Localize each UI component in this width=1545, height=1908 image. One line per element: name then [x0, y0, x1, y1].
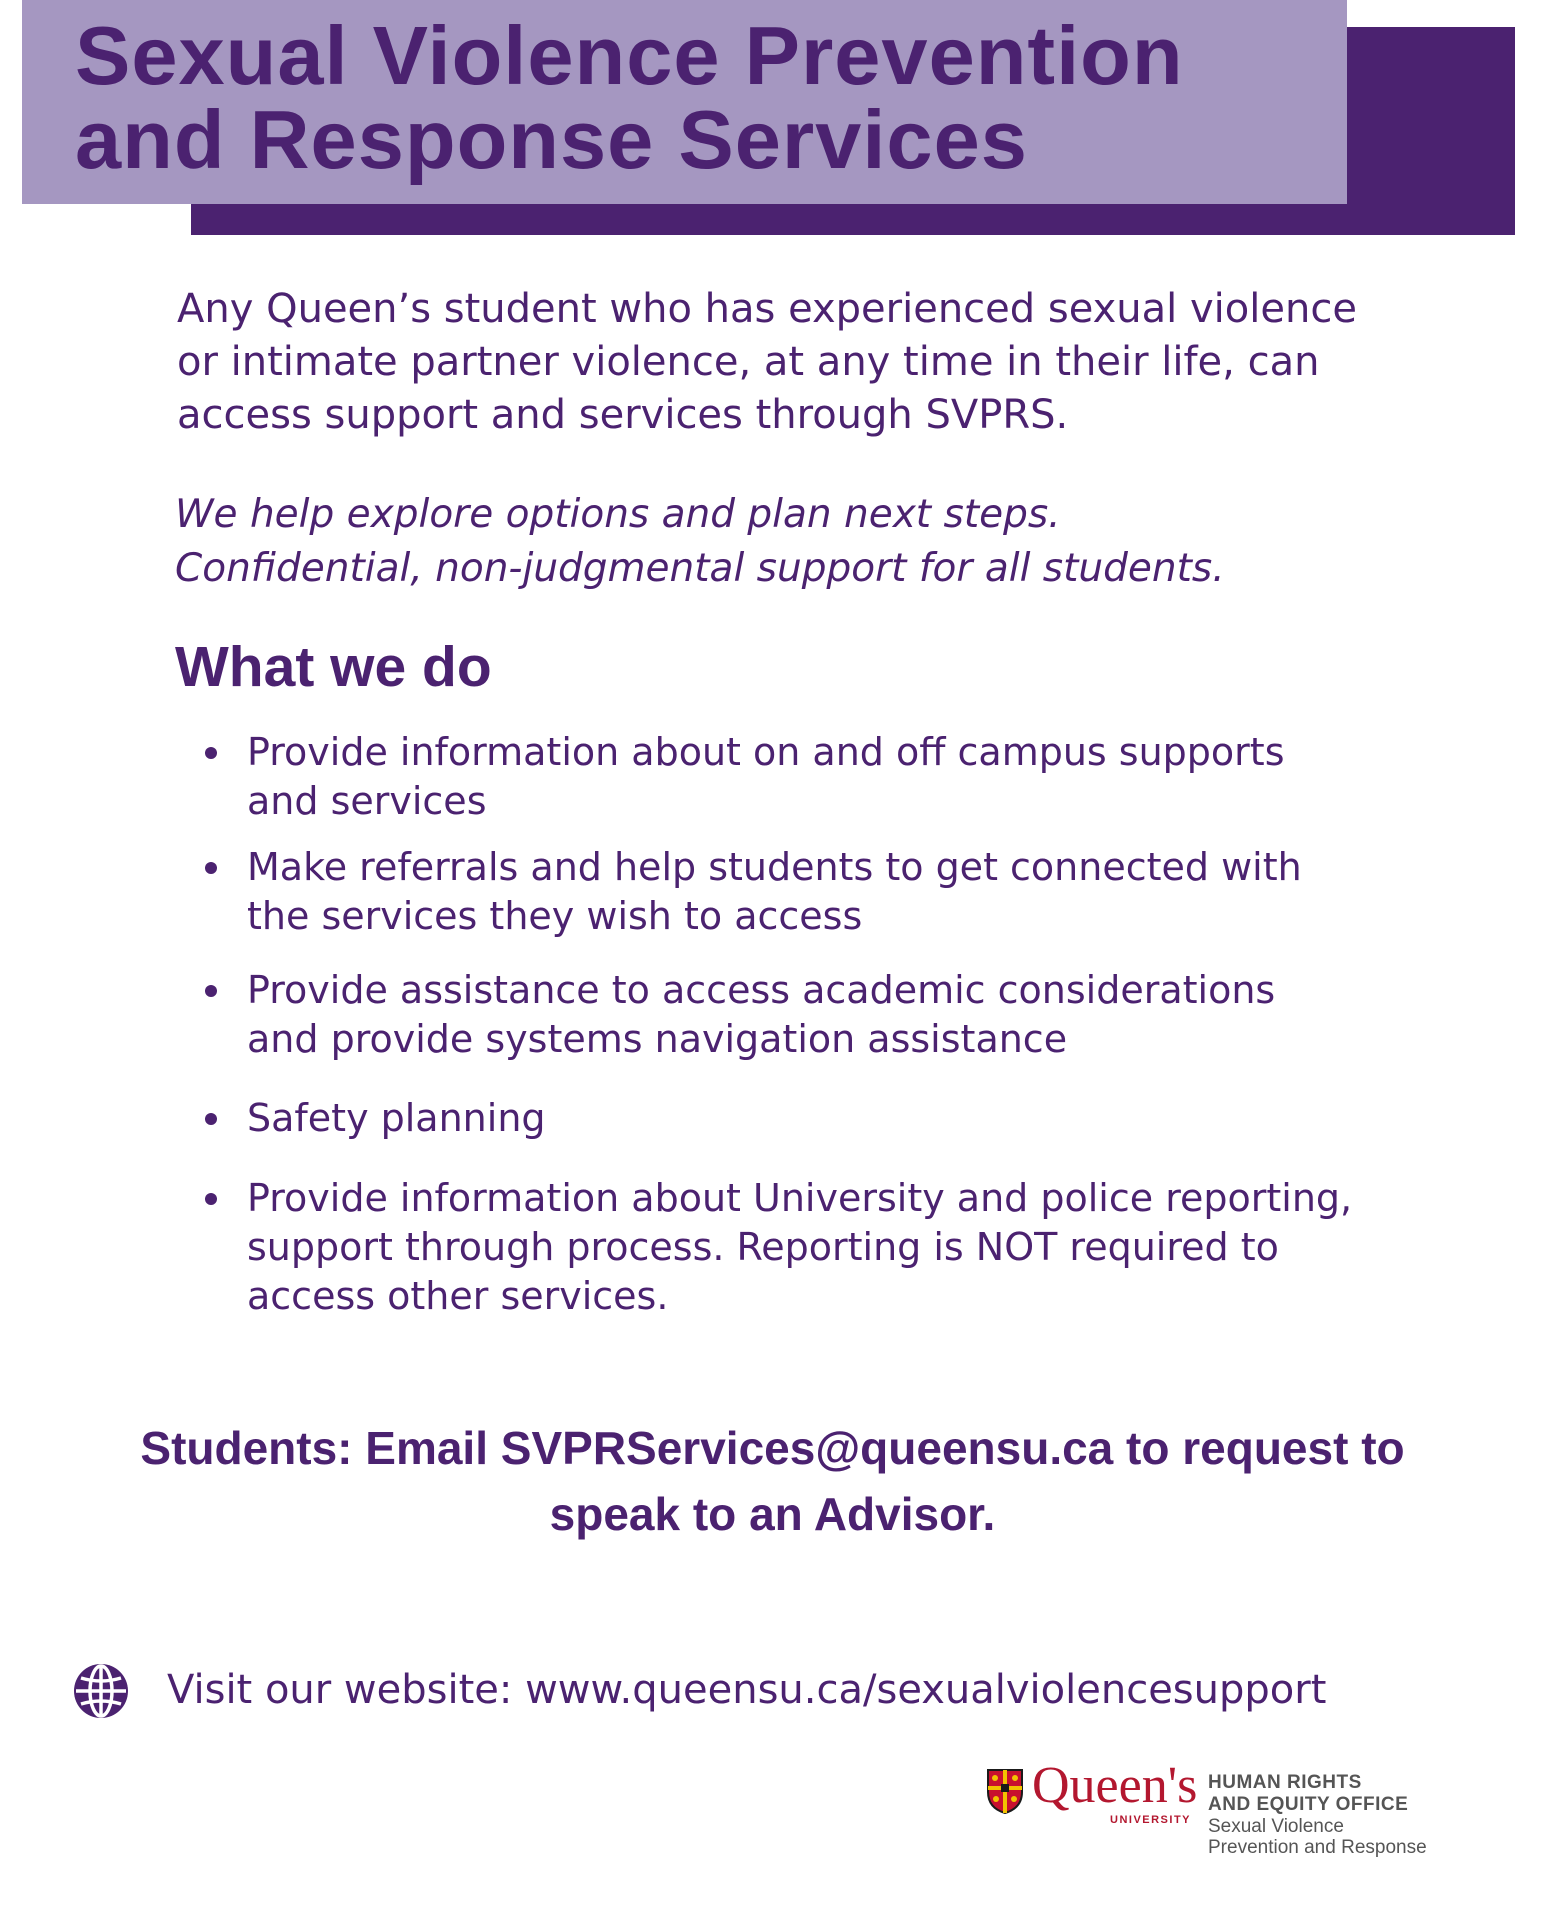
- list-item-line: Make referrals and help students to get connected with: [247, 845, 1302, 889]
- list-item-line: the services they wish to access: [247, 894, 863, 938]
- university-name: Queen's: [1032, 1757, 1198, 1814]
- header-banner: [22, 0, 1347, 204]
- list-item-text: [247, 728, 1285, 826]
- office-line: AND EQUITY OFFICE: [1208, 1794, 1409, 1815]
- intro-line: or intimate partner violence, at any time in their life, can: [177, 339, 1320, 385]
- university-subtitle: UNIVERSITY: [1110, 1814, 1192, 1826]
- list-item-line: Provide assistance to access academic considerations: [247, 968, 1276, 1012]
- tagline-line: Confidential, non-judgmental support for all students.: [175, 546, 1225, 591]
- office-line: Prevention and Response: [1208, 1837, 1427, 1858]
- office-line: Sexual Violence: [1208, 1816, 1344, 1837]
- bullet-icon: [205, 985, 217, 997]
- bullet-icon: [205, 747, 217, 759]
- page-title: [75, 9, 1184, 186]
- tagline: [175, 488, 1375, 596]
- list-item-line: and provide systems navigation assistance: [247, 1017, 1068, 1061]
- tagline-line: We help explore options and plan next steps.: [175, 492, 1061, 537]
- bullet-icon: [205, 862, 217, 874]
- contact-call-to-action: [0, 1415, 1545, 1547]
- section-title-what-we-do: What we do: [175, 635, 492, 699]
- list-item-line: Provide information about University and police reporting,: [247, 1176, 1353, 1220]
- list-item-text: [247, 1094, 546, 1143]
- queens-university-logo: [986, 1757, 1506, 1862]
- list-item-line: Safety planning: [247, 1096, 546, 1140]
- page-title-line1: Sexual Violence Prevention: [75, 9, 1184, 102]
- bullet-icon: [205, 1113, 217, 1125]
- intro-paragraph: [177, 283, 1357, 442]
- intro-line: Any Queen’s student who has experienced sexual violence: [177, 286, 1357, 332]
- list-item-text: [247, 966, 1275, 1064]
- crest-icon: [986, 1768, 1024, 1814]
- list-item-line: Provide information about on and off campus supports: [247, 730, 1285, 774]
- cta-line: Students: Email SVPRServices@queensu.ca to request to: [140, 1422, 1405, 1474]
- list-item-line: access other services.: [247, 1274, 669, 1318]
- list-item-text: [247, 843, 1302, 941]
- office-name: [1208, 1772, 1427, 1858]
- bullet-icon: [205, 1193, 217, 1205]
- list-item-line: and services: [247, 779, 487, 823]
- office-line: HUMAN RIGHTS: [1208, 1772, 1362, 1793]
- website-link[interactable]: Visit our website: www.queensu.ca/sexualviolencesupport: [167, 1667, 1327, 1713]
- intro-line: access support and services through SVPRS.: [177, 392, 1069, 438]
- cta-line: speak to an Advisor.: [549, 1488, 996, 1540]
- globe-icon: [72, 1662, 130, 1720]
- list-item-text: [247, 1174, 1352, 1321]
- list-item-line: support through process. Reporting is NOT required to: [247, 1225, 1279, 1269]
- page-title-line2: and Response Services: [75, 93, 1028, 186]
